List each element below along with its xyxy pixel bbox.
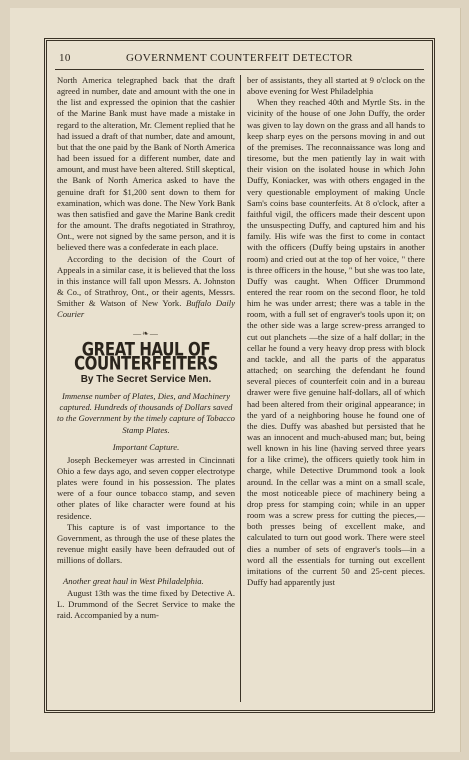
column-rule: [240, 75, 241, 702]
two-column-body: [55, 75, 424, 702]
article-paragraph: ber of assistants, they all started at 9 o'clock on the above evening for West Philadelphia: [247, 75, 425, 97]
article-paragraph: Joseph Beckemeyer was arrested in Cincinnati Ohio a few days ago, and seven copper electrotype plates were found in his possession. The plates were of a four ounce tobacco stamp, and seven other plates of like character were found at his residence.: [57, 454, 235, 521]
article-paragraph: This capture is of vast importance to the Government, as through the use of these plates the revenue might easily have been defrauded out of millions of dollars.: [57, 521, 235, 566]
section-ornament: —❧—: [133, 329, 159, 339]
article-paragraph: North America telegraphed back that the draft agreed in number, date and amount with the one in the list and expressed the opinion that the cashier of the Marine Bank must have made a mistake in regard to the alteration, Mr. Clement replied that he had issued a draft of that number, date and amount, but that the one paid by the Bank of North America had been issued for a different number, date and amount, and must have been altered. Still skeptical, the Bank of North America asked to have the genuine draft for $1,200 sent down to them for examination, which was done. The New York Bank was then satisfied and gave the Marine Bank credit for the amount. The drafts negotiated in Strathroy, Ont., were not signed by the same person, and it is believed there was a confederate in each place.: [57, 75, 235, 253]
headline: GREAT HAUL OF COUNTERFEITERS: [74, 337, 218, 375]
section-title: Another great haul in West Philadelphia.: [63, 576, 204, 587]
paragraph-text: According to the decision of the Court of Appeals in a similar case, it is believed that the loss in this instance will fall upon Messrs. A. Johnston & Co., of Strathroy, Ont., or their agents, Messrs. Smither & Watson of New York.: [57, 253, 235, 309]
article-paragraph: August 13th was the time fixed by Detective A. L. Drummond of the Secret Service to make the raid. Accompanied by a num-: [57, 587, 235, 620]
running-header: [55, 47, 424, 70]
left-column: [57, 75, 235, 621]
article-paragraph: [57, 254, 235, 321]
right-column: [247, 75, 425, 588]
journal-title: GOVERNMENT COUNTERFEIT DETECTOR: [126, 52, 353, 64]
page-number: 10: [59, 52, 71, 64]
source-credit: Buffalo Daily Courier: [57, 298, 236, 320]
section-title: Important Capture.: [112, 441, 180, 452]
document-page: [10, 8, 461, 752]
page-border-frame: [44, 38, 435, 713]
deck-summary: Immense number of Plates, Dies, and Machinery captured. Hundreds of thousands of Dollars saved to the Government by the timely capture of Tobacco Stamp Plates.: [57, 391, 235, 435]
subheadline: By The Secret Service Men.: [80, 373, 212, 385]
article-paragraph: When they reached 40th and Myrtle Sts. in the vicinity of the house of one John Duffy, the order was given to lay down on the grass and all hands to keep sharp eyes on the persons moving in and out of the premises. The reconnaissance was long and tiresome, but the men patiently lay in wait with their vision on the isolated house in which John Duffy, Koniacker, was with others engaged in the very questionable employment of making Uncle Sam's coins base counterfeits. At 8 o'clock, after a faithful vigil, the officers made their descent upon the unsuspecting Duffy, and captured him and his family. His wife was the first to come in contact with the officers (Duffy being upstairs in another room) and cried out at the top of her voice, " there is three officers in the house, " but she was too late, Duffy was caught. When Officer Drummond entered the rear room on the second floor, he told him he was under arrest; there was a table in the room, with a full set of engraver's tools upon it; on the other side was a large screw-press arranged to cut out planchets —the size of a half dollar; in the cellar he found a very heavy drop press with block and tackle, and all the parts of the apparatus attached; on searching the defendant he found several pieces of counterfeit coin and in a bureau drawer were five genuine half-dollars, all of which had been altered from their original appearance; in the yard of a neighboring house he found one of the dies. Duffy was abashed but persisted that he was an innocent and much-abused man; but, being well known in his line (having served three years for a like crime), the officers quietly took him in charge, while Detective Drummond took a look around. In the cellar was a mint on a small scale, the most noticeable piece of machinery being a drop press for stamping coin; while in an upper room was a screw press for cutting the pieces,—both presses being of excellent make, and calculated to turn out good work. There were steel dies a number of sets of engraver's tools—in a word all the essentials for turning out excellent imitations of the current 50 and 25-cent pieces. Duffy had apparently just: [247, 97, 425, 588]
